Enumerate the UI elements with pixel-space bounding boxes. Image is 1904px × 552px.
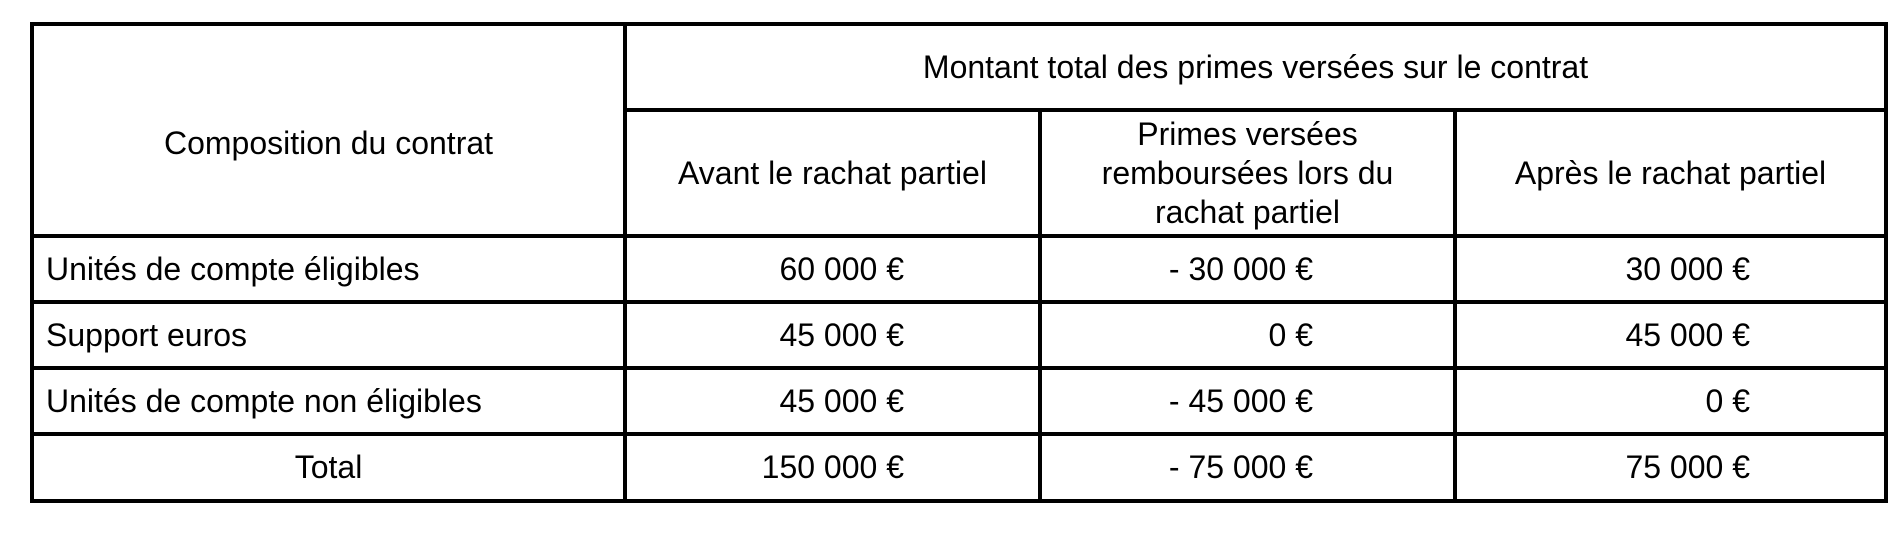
- sub-header-cell: [625, 110, 1040, 236]
- value-after: 45 000 €: [1625, 316, 1750, 353]
- value-after: 0 €: [1705, 382, 1750, 419]
- value-cell: [625, 302, 1040, 368]
- value-before: 60 000 €: [779, 250, 904, 287]
- row-label-cell: [32, 302, 625, 368]
- total-label-cell: [32, 434, 625, 501]
- value-reimbursed: - 45 000 €: [1168, 382, 1313, 419]
- corner-header-cell: [32, 24, 625, 236]
- header-row-top: [32, 24, 1886, 110]
- value-before: 45 000 €: [779, 382, 904, 419]
- value-cell: [1455, 368, 1886, 434]
- total-before: 150 000 €: [761, 449, 904, 485]
- sub-header-cell: [1040, 110, 1455, 236]
- sub-header-cell: [1455, 110, 1886, 236]
- total-value-cell: [1040, 434, 1455, 501]
- total-value-cell: [625, 434, 1040, 501]
- table-row: [32, 368, 1886, 434]
- total-reimbursed: - 75 000 €: [1168, 449, 1313, 485]
- table-row: [32, 236, 1886, 302]
- value-cell: [625, 236, 1040, 302]
- value-cell: [1040, 302, 1455, 368]
- total-label: Total: [294, 449, 363, 485]
- total-row: [32, 434, 1886, 501]
- sub-header-after: Après le rachat partiel: [1514, 154, 1827, 191]
- group-header: Montant total des primes versées sur le contrat: [922, 48, 1589, 85]
- row-label: Support euros: [46, 316, 248, 353]
- value-cell: [625, 368, 1040, 434]
- premiums-table: [30, 22, 1888, 503]
- corner-header: Composition du contrat: [163, 125, 494, 161]
- value-cell: [1040, 236, 1455, 302]
- total-value-cell: [1455, 434, 1886, 501]
- row-label-cell: [32, 236, 625, 302]
- total-after: 75 000 €: [1625, 449, 1750, 485]
- value-after: 30 000 €: [1625, 250, 1750, 287]
- value-cell: [1040, 368, 1455, 434]
- sub-header-before: Avant le rachat partiel: [678, 154, 987, 191]
- value-cell: [1455, 302, 1886, 368]
- row-label-cell: [32, 368, 625, 434]
- value-cell: [1455, 236, 1886, 302]
- group-header-cell: [625, 24, 1886, 110]
- row-label: Unités de compte non éligibles: [46, 382, 482, 419]
- sub-header-reimbursed: Primes versées remboursées lors du rachat partiel: [1101, 115, 1394, 230]
- row-label: Unités de compte éligibles: [46, 250, 420, 287]
- value-reimbursed: - 30 000 €: [1168, 250, 1313, 287]
- table-row: [32, 302, 1886, 368]
- value-before: 45 000 €: [779, 316, 904, 353]
- value-reimbursed: 0 €: [1268, 316, 1313, 353]
